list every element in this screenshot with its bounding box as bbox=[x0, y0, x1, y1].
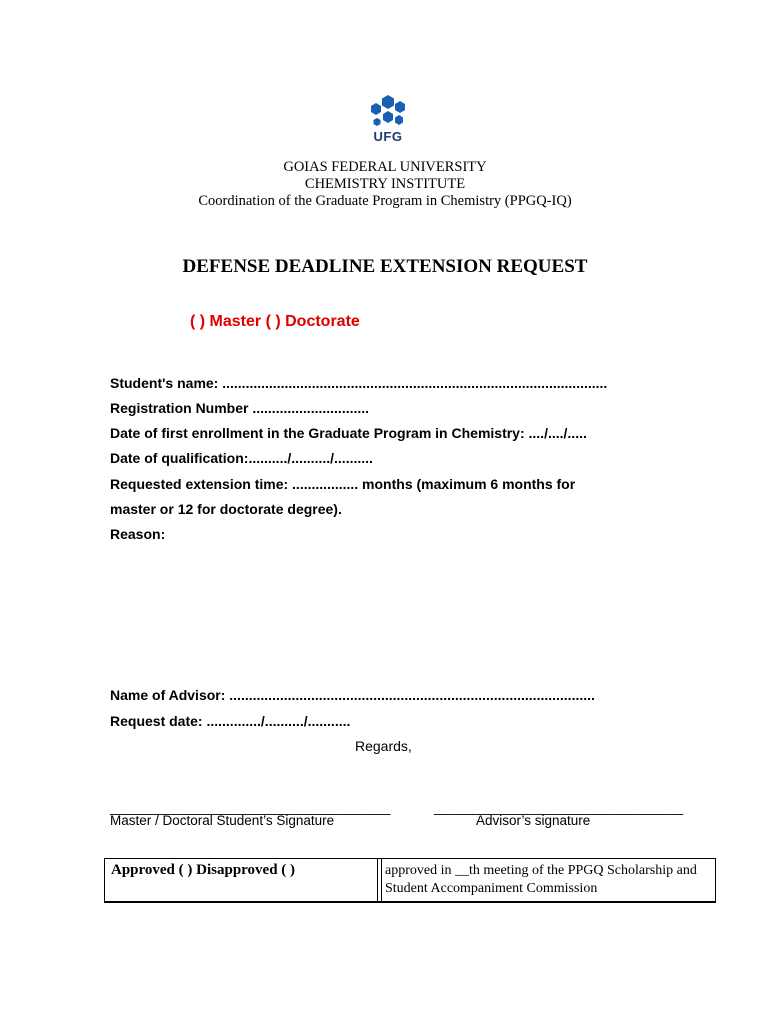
logo-text: UFG bbox=[373, 129, 403, 144]
advisor-signature-line[interactable]: ________________________________ bbox=[434, 799, 684, 815]
university-name: GOIAS FEDERAL UNIVERSITY bbox=[283, 159, 487, 175]
advisor-signature-label: Advisor’s signature bbox=[476, 813, 591, 828]
first-enrollment-date-field[interactable]: Date of first enrollment in the Graduate Program in Chemistry: ..../..../..... bbox=[110, 425, 587, 441]
approval-box bbox=[104, 858, 716, 903]
approval-box-divider bbox=[377, 859, 382, 901]
institute-name: CHEMISTRY INSTITUTE bbox=[304, 176, 466, 192]
extension-time-field[interactable]: Requested extension time: ................. months (maximum 6 months for bbox=[110, 476, 576, 492]
document-title: DEFENSE DEADLINE EXTENSION REQUEST bbox=[182, 256, 588, 277]
qualification-date-field[interactable]: Date of qualification:........../........../.......... bbox=[110, 450, 373, 466]
approval-meeting-note: approved in __th meeting of the PPGQ Scholarship and Student Accompaniment Commission bbox=[385, 863, 697, 896]
regards-text: Regards, bbox=[355, 738, 412, 754]
student-signature-line[interactable]: ____________________________________ bbox=[110, 799, 391, 815]
hexagon-logo-icon bbox=[366, 93, 410, 131]
advisor-name-field[interactable]: Name of Advisor: .............................................................................................. bbox=[110, 687, 595, 703]
registration-number-field[interactable]: Registration Number .............................. bbox=[110, 400, 370, 416]
degree-options[interactable]: ( ) Master ( ) Doctorate bbox=[190, 313, 360, 330]
student-signature-label: Master / Doctoral Student’s Signature bbox=[110, 813, 335, 828]
request-date-field[interactable]: Request date: ............../........../........... bbox=[110, 713, 351, 729]
coordination-name: Coordination of the Graduate Program in Chemistry (PPGQ-IQ) bbox=[198, 193, 572, 209]
approval-status[interactable]: Approved ( ) Disapproved ( ) bbox=[111, 862, 296, 878]
student-name-field[interactable]: Student's name: ................................................................................................... bbox=[110, 375, 608, 391]
reason-field[interactable]: Reason: bbox=[110, 526, 166, 542]
extension-time-note: master or 12 for doctorate degree). bbox=[110, 501, 342, 517]
